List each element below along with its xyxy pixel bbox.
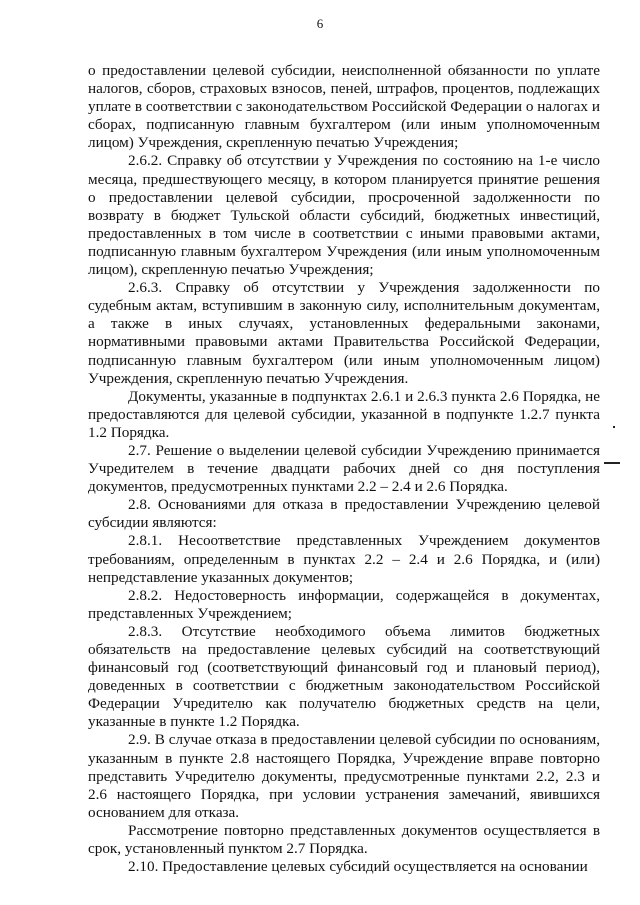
paragraph-2-10: 2.10. Предоставление целевых субсидий осуществляется на основании: [128, 858, 588, 876]
paragraph-2-8-1: 2.8.1. Несоответствие представленных Учреждением документов требованиям, определенным в пунктах 2.2 – 2.4 и 2.6 Порядка, и (или) непредставление указанных документов;: [88, 532, 600, 586]
page-number: 6: [316, 16, 324, 31]
paragraph-2-8-2: 2.8.2. Недостоверность информации, содержащейся в документах, представленных Учреждением;: [88, 586, 600, 622]
document-body: [88, 62, 600, 876]
scan-dot: [613, 426, 615, 428]
paragraph-2-9: 2.9. В случае отказа в предоставлении целевой субсидии по основаниям, указанным в пункте 2.8 настоящего Порядка, Учреждение вправе повторно представить Учредителю документы, предусмотренные пунктами 2.2, 2.3 и 2.6 настоящего Порядка, при условии устранения замечаний, явившихся основанием для отказа.: [88, 731, 600, 821]
paragraph-2-7: 2.7. Решение о выделении целевой субсидии Учреждению принимается Учредителем в течение двадцати рабочих дней со дня поступления документов, предусмотренных пунктами 2.2 – 2.4 и 2.6 Порядка.: [88, 441, 600, 496]
paragraph-continuation: о предоставлении целевой субсидии, неисполненной обязанности по уплате налогов, сборов, страховых взносов, пеней, штрафов, процентов, подлежащих уплате в соответствии с законодательством Российской Федерации о налогах и сборах, подписанную главным бухгалтером (или иным уполномоченным лицом) Учреждения, скрепленную печатью Учреждения;: [88, 62, 600, 152]
paragraph-2-8-3: 2.8.3. Отсутствие необходимого объема лимитов бюджетных обязательств на предоставление целевых субсидий на соответствующий финансовый год (соответствующий финансовый год и плановый период), доведенных в соответствии с бюджетным законодательством Российской Федерации Учредителю как получателю бюджетных средств на цели, указанные в пункте 1.2 Порядка.: [88, 622, 600, 731]
paragraph-2-6-3: 2.6.3. Справку об отсутствии у Учреждения задолженности по судебным актам, вступившим в законную силу, исполнительным документам, а также в иных случаях, установленных федеральными законами, нормативными правовыми актами Правительства Российской Федерации, подписанную главным бухгалтером (или иным уполномоченным лицом) Учреждения, скрепленную печатью Учреждения.: [88, 279, 600, 387]
paragraph-2-6-2: 2.6.2. Справку об отсутствии у Учреждения по состоянию на 1-е число месяца, предшествующего месяцу, в котором планируется принятие решения о предоставлении целевой субсидии, просроченной задолженности по возврату в бюджет Тульской области субсидий, бюджетных инвестиций, предоставленных в том числе в соответствии с иными правовыми актами, подписанную главным бухгалтером Учреждения (или иным уполномоченным лицом), скрепленную печатью Учреждения;: [88, 152, 600, 279]
paragraph-2-8: 2.8. Основаниями для отказа в предоставлении Учреждению целевой субсидии являются:: [88, 496, 600, 532]
paragraph-resubmission: Рассмотрение повторно представленных документов осуществляется в срок, установленный пунктом 2.7 Порядка.: [88, 821, 600, 858]
scan-mark: [604, 462, 620, 464]
paragraph-documents-note: Документы, указанные в подпунктах 2.6.1 и 2.6.3 пункта 2.6 Порядка, не предоставляются для целевой субсидии, указанной в подпункте 1.2.7 пункта 1.2 Порядка.: [88, 387, 600, 441]
